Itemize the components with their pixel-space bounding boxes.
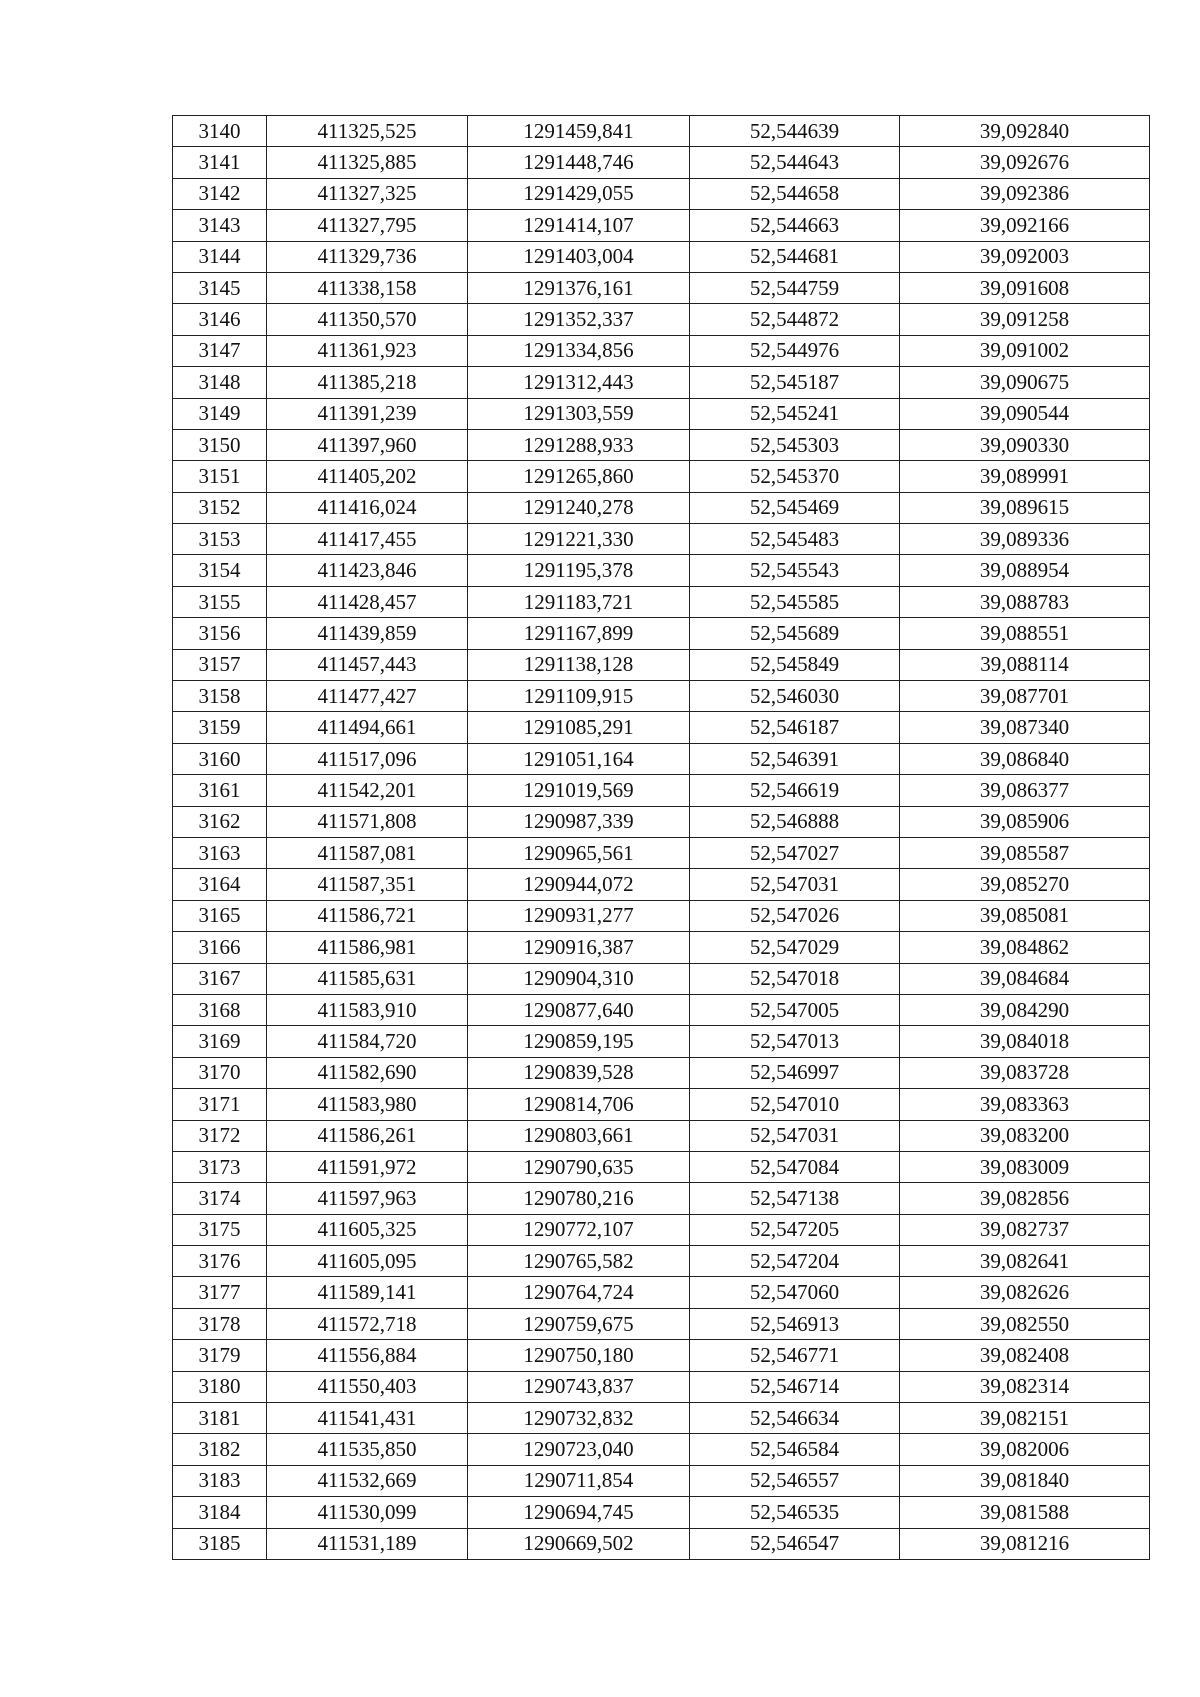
table-row bbox=[173, 743, 1150, 774]
table-row bbox=[173, 1120, 1150, 1151]
point-number-cell: 3183 bbox=[173, 1465, 267, 1496]
latitude-cell: 52,547031 bbox=[690, 1120, 900, 1151]
point-number-cell: 3144 bbox=[173, 241, 267, 272]
longitude-cell: 39,082408 bbox=[900, 1340, 1150, 1371]
longitude-cell: 39,083728 bbox=[900, 1057, 1150, 1088]
latitude-cell: 52,544872 bbox=[690, 304, 900, 335]
x-coordinate-cell: 411327,325 bbox=[267, 178, 468, 209]
y-coordinate-cell: 1291429,055 bbox=[468, 178, 690, 209]
longitude-cell: 39,088954 bbox=[900, 555, 1150, 586]
x-coordinate-cell: 411494,661 bbox=[267, 712, 468, 743]
longitude-cell: 39,082641 bbox=[900, 1246, 1150, 1277]
table-row bbox=[173, 1308, 1150, 1339]
longitude-cell: 39,087701 bbox=[900, 681, 1150, 712]
longitude-cell: 39,082550 bbox=[900, 1308, 1150, 1339]
y-coordinate-cell: 1290839,528 bbox=[468, 1057, 690, 1088]
table-row bbox=[173, 618, 1150, 649]
latitude-cell: 52,547018 bbox=[690, 963, 900, 994]
longitude-cell: 39,085081 bbox=[900, 900, 1150, 931]
y-coordinate-cell: 1291183,721 bbox=[468, 586, 690, 617]
x-coordinate-cell: 411584,720 bbox=[267, 1026, 468, 1057]
longitude-cell: 39,081588 bbox=[900, 1497, 1150, 1528]
point-number-cell: 3174 bbox=[173, 1183, 267, 1214]
x-coordinate-cell: 411532,669 bbox=[267, 1465, 468, 1496]
x-coordinate-cell: 411586,721 bbox=[267, 900, 468, 931]
coordinates-table-body bbox=[173, 116, 1150, 1560]
table-row bbox=[173, 304, 1150, 335]
table-row bbox=[173, 1214, 1150, 1245]
y-coordinate-cell: 1291051,164 bbox=[468, 743, 690, 774]
y-coordinate-cell: 1290750,180 bbox=[468, 1340, 690, 1371]
x-coordinate-cell: 411542,201 bbox=[267, 775, 468, 806]
x-coordinate-cell: 411530,099 bbox=[267, 1497, 468, 1528]
x-coordinate-cell: 411550,403 bbox=[267, 1371, 468, 1402]
x-coordinate-cell: 411586,981 bbox=[267, 932, 468, 963]
y-coordinate-cell: 1291265,860 bbox=[468, 461, 690, 492]
y-coordinate-cell: 1290965,561 bbox=[468, 837, 690, 868]
longitude-cell: 39,084684 bbox=[900, 963, 1150, 994]
point-number-cell: 3152 bbox=[173, 492, 267, 523]
table-row bbox=[173, 1371, 1150, 1402]
table-row bbox=[173, 178, 1150, 209]
table-row bbox=[173, 555, 1150, 586]
table-row bbox=[173, 367, 1150, 398]
x-coordinate-cell: 411325,525 bbox=[267, 116, 468, 147]
point-number-cell: 3163 bbox=[173, 837, 267, 868]
longitude-cell: 39,088114 bbox=[900, 649, 1150, 680]
point-number-cell: 3147 bbox=[173, 335, 267, 366]
longitude-cell: 39,082737 bbox=[900, 1214, 1150, 1245]
table-row bbox=[173, 1465, 1150, 1496]
table-row bbox=[173, 1434, 1150, 1465]
x-coordinate-cell: 411541,431 bbox=[267, 1403, 468, 1434]
x-coordinate-cell: 411531,189 bbox=[267, 1528, 468, 1559]
y-coordinate-cell: 1291288,933 bbox=[468, 429, 690, 460]
longitude-cell: 39,089615 bbox=[900, 492, 1150, 523]
latitude-cell: 52,546634 bbox=[690, 1403, 900, 1434]
latitude-cell: 52,547005 bbox=[690, 994, 900, 1025]
y-coordinate-cell: 1290765,582 bbox=[468, 1246, 690, 1277]
latitude-cell: 52,546557 bbox=[690, 1465, 900, 1496]
y-coordinate-cell: 1291221,330 bbox=[468, 524, 690, 555]
point-number-cell: 3185 bbox=[173, 1528, 267, 1559]
longitude-cell: 39,083009 bbox=[900, 1151, 1150, 1182]
latitude-cell: 52,545187 bbox=[690, 367, 900, 398]
point-number-cell: 3167 bbox=[173, 963, 267, 994]
y-coordinate-cell: 1291414,107 bbox=[468, 210, 690, 241]
longitude-cell: 39,082151 bbox=[900, 1403, 1150, 1434]
longitude-cell: 39,092386 bbox=[900, 178, 1150, 209]
table-row bbox=[173, 1497, 1150, 1528]
table-row bbox=[173, 837, 1150, 868]
y-coordinate-cell: 1291085,291 bbox=[468, 712, 690, 743]
x-coordinate-cell: 411327,795 bbox=[267, 210, 468, 241]
table-row bbox=[173, 335, 1150, 366]
x-coordinate-cell: 411583,910 bbox=[267, 994, 468, 1025]
longitude-cell: 39,092166 bbox=[900, 210, 1150, 241]
y-coordinate-cell: 1291312,443 bbox=[468, 367, 690, 398]
table-row bbox=[173, 1151, 1150, 1182]
x-coordinate-cell: 411385,218 bbox=[267, 367, 468, 398]
longitude-cell: 39,082626 bbox=[900, 1277, 1150, 1308]
y-coordinate-cell: 1290759,675 bbox=[468, 1308, 690, 1339]
x-coordinate-cell: 411428,457 bbox=[267, 586, 468, 617]
y-coordinate-cell: 1290916,387 bbox=[468, 932, 690, 963]
longitude-cell: 39,090544 bbox=[900, 398, 1150, 429]
x-coordinate-cell: 411586,261 bbox=[267, 1120, 468, 1151]
table-row bbox=[173, 1277, 1150, 1308]
x-coordinate-cell: 411605,325 bbox=[267, 1214, 468, 1245]
point-number-cell: 3146 bbox=[173, 304, 267, 335]
longitude-cell: 39,081216 bbox=[900, 1528, 1150, 1559]
point-number-cell: 3171 bbox=[173, 1089, 267, 1120]
longitude-cell: 39,081840 bbox=[900, 1465, 1150, 1496]
y-coordinate-cell: 1290790,635 bbox=[468, 1151, 690, 1182]
point-number-cell: 3142 bbox=[173, 178, 267, 209]
y-coordinate-cell: 1290814,706 bbox=[468, 1089, 690, 1120]
point-number-cell: 3153 bbox=[173, 524, 267, 555]
longitude-cell: 39,088783 bbox=[900, 586, 1150, 617]
table-row bbox=[173, 524, 1150, 555]
longitude-cell: 39,090675 bbox=[900, 367, 1150, 398]
longitude-cell: 39,089336 bbox=[900, 524, 1150, 555]
y-coordinate-cell: 1291403,004 bbox=[468, 241, 690, 272]
x-coordinate-cell: 411325,885 bbox=[267, 147, 468, 178]
point-number-cell: 3173 bbox=[173, 1151, 267, 1182]
y-coordinate-cell: 1291167,899 bbox=[468, 618, 690, 649]
x-coordinate-cell: 411597,963 bbox=[267, 1183, 468, 1214]
latitude-cell: 52,546619 bbox=[690, 775, 900, 806]
x-coordinate-cell: 411589,141 bbox=[267, 1277, 468, 1308]
longitude-cell: 39,092840 bbox=[900, 116, 1150, 147]
y-coordinate-cell: 1290904,310 bbox=[468, 963, 690, 994]
y-coordinate-cell: 1290694,745 bbox=[468, 1497, 690, 1528]
table-row bbox=[173, 586, 1150, 617]
y-coordinate-cell: 1291195,378 bbox=[468, 555, 690, 586]
point-number-cell: 3160 bbox=[173, 743, 267, 774]
latitude-cell: 52,546771 bbox=[690, 1340, 900, 1371]
y-coordinate-cell: 1290669,502 bbox=[468, 1528, 690, 1559]
y-coordinate-cell: 1290859,195 bbox=[468, 1026, 690, 1057]
longitude-cell: 39,083200 bbox=[900, 1120, 1150, 1151]
y-coordinate-cell: 1290743,837 bbox=[468, 1371, 690, 1402]
y-coordinate-cell: 1291352,337 bbox=[468, 304, 690, 335]
point-number-cell: 3156 bbox=[173, 618, 267, 649]
table-row bbox=[173, 900, 1150, 931]
x-coordinate-cell: 411572,718 bbox=[267, 1308, 468, 1339]
longitude-cell: 39,084018 bbox=[900, 1026, 1150, 1057]
longitude-cell: 39,091258 bbox=[900, 304, 1150, 335]
latitude-cell: 52,546547 bbox=[690, 1528, 900, 1559]
table-row bbox=[173, 681, 1150, 712]
table-row bbox=[173, 398, 1150, 429]
x-coordinate-cell: 411338,158 bbox=[267, 272, 468, 303]
latitude-cell: 52,544976 bbox=[690, 335, 900, 366]
latitude-cell: 52,544681 bbox=[690, 241, 900, 272]
longitude-cell: 39,089991 bbox=[900, 461, 1150, 492]
latitude-cell: 52,546888 bbox=[690, 806, 900, 837]
y-coordinate-cell: 1291303,559 bbox=[468, 398, 690, 429]
longitude-cell: 39,083363 bbox=[900, 1089, 1150, 1120]
y-coordinate-cell: 1291240,278 bbox=[468, 492, 690, 523]
table-row bbox=[173, 1528, 1150, 1559]
longitude-cell: 39,082006 bbox=[900, 1434, 1150, 1465]
latitude-cell: 52,545543 bbox=[690, 555, 900, 586]
table-row bbox=[173, 806, 1150, 837]
y-coordinate-cell: 1290944,072 bbox=[468, 869, 690, 900]
coordinates-table bbox=[172, 115, 1150, 1560]
longitude-cell: 39,092676 bbox=[900, 147, 1150, 178]
latitude-cell: 52,547027 bbox=[690, 837, 900, 868]
longitude-cell: 39,085270 bbox=[900, 869, 1150, 900]
y-coordinate-cell: 1291459,841 bbox=[468, 116, 690, 147]
x-coordinate-cell: 411585,631 bbox=[267, 963, 468, 994]
point-number-cell: 3151 bbox=[173, 461, 267, 492]
longitude-cell: 39,087340 bbox=[900, 712, 1150, 743]
latitude-cell: 52,545370 bbox=[690, 461, 900, 492]
x-coordinate-cell: 411391,239 bbox=[267, 398, 468, 429]
table-row bbox=[173, 272, 1150, 303]
latitude-cell: 52,545483 bbox=[690, 524, 900, 555]
longitude-cell: 39,082314 bbox=[900, 1371, 1150, 1402]
longitude-cell: 39,086377 bbox=[900, 775, 1150, 806]
x-coordinate-cell: 411605,095 bbox=[267, 1246, 468, 1277]
point-number-cell: 3149 bbox=[173, 398, 267, 429]
point-number-cell: 3175 bbox=[173, 1214, 267, 1245]
longitude-cell: 39,082856 bbox=[900, 1183, 1150, 1214]
x-coordinate-cell: 411477,427 bbox=[267, 681, 468, 712]
x-coordinate-cell: 411397,960 bbox=[267, 429, 468, 460]
table-row bbox=[173, 1403, 1150, 1434]
x-coordinate-cell: 411361,923 bbox=[267, 335, 468, 366]
longitude-cell: 39,091608 bbox=[900, 272, 1150, 303]
point-number-cell: 3184 bbox=[173, 1497, 267, 1528]
latitude-cell: 52,546187 bbox=[690, 712, 900, 743]
latitude-cell: 52,547084 bbox=[690, 1151, 900, 1182]
latitude-cell: 52,545241 bbox=[690, 398, 900, 429]
x-coordinate-cell: 411439,859 bbox=[267, 618, 468, 649]
table-row bbox=[173, 775, 1150, 806]
point-number-cell: 3155 bbox=[173, 586, 267, 617]
latitude-cell: 52,547026 bbox=[690, 900, 900, 931]
latitude-cell: 52,547205 bbox=[690, 1214, 900, 1245]
longitude-cell: 39,084862 bbox=[900, 932, 1150, 963]
table-row bbox=[173, 1089, 1150, 1120]
x-coordinate-cell: 411583,980 bbox=[267, 1089, 468, 1120]
latitude-cell: 52,547060 bbox=[690, 1277, 900, 1308]
y-coordinate-cell: 1291138,128 bbox=[468, 649, 690, 680]
y-coordinate-cell: 1290723,040 bbox=[468, 1434, 690, 1465]
latitude-cell: 52,545849 bbox=[690, 649, 900, 680]
table-row bbox=[173, 1340, 1150, 1371]
table-row bbox=[173, 147, 1150, 178]
longitude-cell: 39,090330 bbox=[900, 429, 1150, 460]
table-row bbox=[173, 994, 1150, 1025]
latitude-cell: 52,546030 bbox=[690, 681, 900, 712]
x-coordinate-cell: 411556,884 bbox=[267, 1340, 468, 1371]
point-number-cell: 3162 bbox=[173, 806, 267, 837]
latitude-cell: 52,545469 bbox=[690, 492, 900, 523]
point-number-cell: 3159 bbox=[173, 712, 267, 743]
latitude-cell: 52,547138 bbox=[690, 1183, 900, 1214]
y-coordinate-cell: 1290711,854 bbox=[468, 1465, 690, 1496]
longitude-cell: 39,085906 bbox=[900, 806, 1150, 837]
y-coordinate-cell: 1290987,339 bbox=[468, 806, 690, 837]
point-number-cell: 3166 bbox=[173, 932, 267, 963]
y-coordinate-cell: 1291376,161 bbox=[468, 272, 690, 303]
table-row bbox=[173, 429, 1150, 460]
table-row bbox=[173, 492, 1150, 523]
table-row bbox=[173, 1183, 1150, 1214]
table-row bbox=[173, 649, 1150, 680]
y-coordinate-cell: 1290803,661 bbox=[468, 1120, 690, 1151]
y-coordinate-cell: 1290877,640 bbox=[468, 994, 690, 1025]
latitude-cell: 52,546714 bbox=[690, 1371, 900, 1402]
latitude-cell: 52,544643 bbox=[690, 147, 900, 178]
latitude-cell: 52,547010 bbox=[690, 1089, 900, 1120]
y-coordinate-cell: 1291109,915 bbox=[468, 681, 690, 712]
x-coordinate-cell: 411535,850 bbox=[267, 1434, 468, 1465]
longitude-cell: 39,092003 bbox=[900, 241, 1150, 272]
latitude-cell: 52,547204 bbox=[690, 1246, 900, 1277]
longitude-cell: 39,084290 bbox=[900, 994, 1150, 1025]
point-number-cell: 3170 bbox=[173, 1057, 267, 1088]
x-coordinate-cell: 411416,024 bbox=[267, 492, 468, 523]
x-coordinate-cell: 411405,202 bbox=[267, 461, 468, 492]
y-coordinate-cell: 1290931,277 bbox=[468, 900, 690, 931]
point-number-cell: 3141 bbox=[173, 147, 267, 178]
point-number-cell: 3178 bbox=[173, 1308, 267, 1339]
latitude-cell: 52,544759 bbox=[690, 272, 900, 303]
point-number-cell: 3176 bbox=[173, 1246, 267, 1277]
point-number-cell: 3180 bbox=[173, 1371, 267, 1402]
longitude-cell: 39,085587 bbox=[900, 837, 1150, 868]
latitude-cell: 52,546913 bbox=[690, 1308, 900, 1339]
x-coordinate-cell: 411571,808 bbox=[267, 806, 468, 837]
x-coordinate-cell: 411457,443 bbox=[267, 649, 468, 680]
y-coordinate-cell: 1290732,832 bbox=[468, 1403, 690, 1434]
x-coordinate-cell: 411587,351 bbox=[267, 869, 468, 900]
table-row bbox=[173, 210, 1150, 241]
latitude-cell: 52,547029 bbox=[690, 932, 900, 963]
point-number-cell: 3179 bbox=[173, 1340, 267, 1371]
table-row bbox=[173, 1057, 1150, 1088]
latitude-cell: 52,545303 bbox=[690, 429, 900, 460]
latitude-cell: 52,544658 bbox=[690, 178, 900, 209]
table-row bbox=[173, 712, 1150, 743]
latitude-cell: 52,546535 bbox=[690, 1497, 900, 1528]
point-number-cell: 3150 bbox=[173, 429, 267, 460]
latitude-cell: 52,544639 bbox=[690, 116, 900, 147]
y-coordinate-cell: 1291019,569 bbox=[468, 775, 690, 806]
point-number-cell: 3169 bbox=[173, 1026, 267, 1057]
table-row bbox=[173, 1026, 1150, 1057]
point-number-cell: 3181 bbox=[173, 1403, 267, 1434]
x-coordinate-cell: 411329,736 bbox=[267, 241, 468, 272]
point-number-cell: 3168 bbox=[173, 994, 267, 1025]
point-number-cell: 3140 bbox=[173, 116, 267, 147]
longitude-cell: 39,088551 bbox=[900, 618, 1150, 649]
x-coordinate-cell: 411582,690 bbox=[267, 1057, 468, 1088]
point-number-cell: 3157 bbox=[173, 649, 267, 680]
latitude-cell: 52,547013 bbox=[690, 1026, 900, 1057]
point-number-cell: 3148 bbox=[173, 367, 267, 398]
latitude-cell: 52,546997 bbox=[690, 1057, 900, 1088]
x-coordinate-cell: 411587,081 bbox=[267, 837, 468, 868]
x-coordinate-cell: 411350,570 bbox=[267, 304, 468, 335]
table-row bbox=[173, 461, 1150, 492]
x-coordinate-cell: 411417,455 bbox=[267, 524, 468, 555]
point-number-cell: 3172 bbox=[173, 1120, 267, 1151]
table-row bbox=[173, 932, 1150, 963]
y-coordinate-cell: 1291448,746 bbox=[468, 147, 690, 178]
point-number-cell: 3182 bbox=[173, 1434, 267, 1465]
point-number-cell: 3145 bbox=[173, 272, 267, 303]
latitude-cell: 52,545585 bbox=[690, 586, 900, 617]
point-number-cell: 3177 bbox=[173, 1277, 267, 1308]
table-row bbox=[173, 1246, 1150, 1277]
x-coordinate-cell: 411423,846 bbox=[267, 555, 468, 586]
point-number-cell: 3161 bbox=[173, 775, 267, 806]
table-row bbox=[173, 241, 1150, 272]
latitude-cell: 52,544663 bbox=[690, 210, 900, 241]
latitude-cell: 52,547031 bbox=[690, 869, 900, 900]
table-row bbox=[173, 869, 1150, 900]
table-row bbox=[173, 116, 1150, 147]
y-coordinate-cell: 1290764,724 bbox=[468, 1277, 690, 1308]
x-coordinate-cell: 411517,096 bbox=[267, 743, 468, 774]
point-number-cell: 3154 bbox=[173, 555, 267, 586]
latitude-cell: 52,546391 bbox=[690, 743, 900, 774]
table-row bbox=[173, 963, 1150, 994]
longitude-cell: 39,086840 bbox=[900, 743, 1150, 774]
point-number-cell: 3143 bbox=[173, 210, 267, 241]
x-coordinate-cell: 411591,972 bbox=[267, 1151, 468, 1182]
longitude-cell: 39,091002 bbox=[900, 335, 1150, 366]
point-number-cell: 3165 bbox=[173, 900, 267, 931]
point-number-cell: 3164 bbox=[173, 869, 267, 900]
point-number-cell: 3158 bbox=[173, 681, 267, 712]
y-coordinate-cell: 1291334,856 bbox=[468, 335, 690, 366]
latitude-cell: 52,546584 bbox=[690, 1434, 900, 1465]
y-coordinate-cell: 1290780,216 bbox=[468, 1183, 690, 1214]
latitude-cell: 52,545689 bbox=[690, 618, 900, 649]
y-coordinate-cell: 1290772,107 bbox=[468, 1214, 690, 1245]
